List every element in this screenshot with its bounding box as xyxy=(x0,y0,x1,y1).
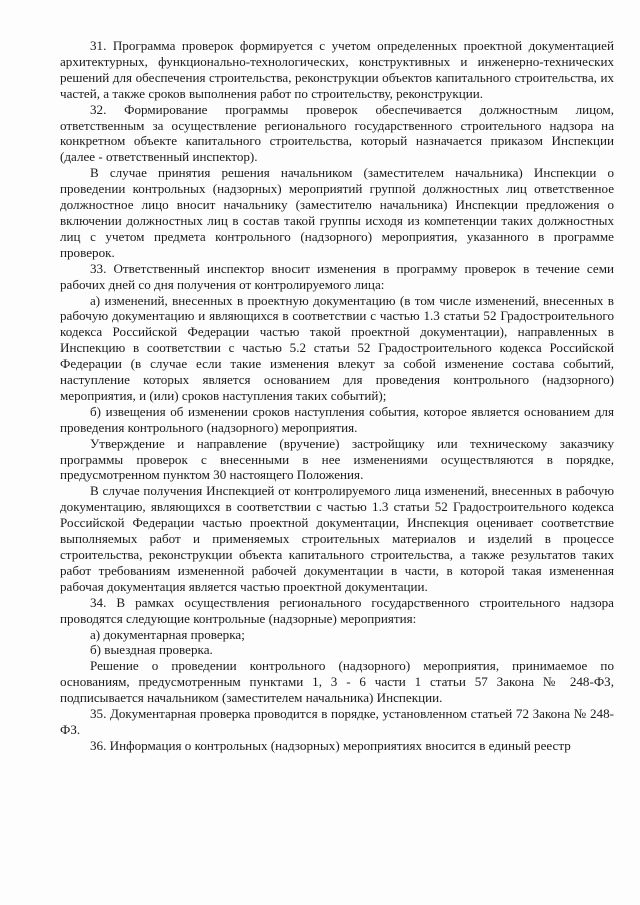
paragraph-33-working-docs: В случае получения Инспекцией от контролируемого лица изменений, внесенных в рабочую документацию, являющихся в соответствии с частью 1.3 статьи 52 Градостроительного кодекса Российской Федерации частью проектной документации, Инспекция оценивает соответствие выполняемых работ и применяемых строительных материалов и изделий в процессе строительства, реконструкции объекта капитального строительства, а также результатов таких работ требованиям измененной рабочей документации в части, в которой такая измененная рабочая документация является частью проектной документации. xyxy=(60,483,614,594)
paragraph-36: 36. Информация о контрольных (надзорных) мероприятиях вносится в единый реестр xyxy=(90,737,571,753)
paragraph-33: 33. Ответственный инспектор вносит изменения в программу проверок в течение семи рабочих дней со дня получения от контролируемого лица: xyxy=(60,260,614,292)
paragraph-32-group: В случае принятия решения начальником (заместителем начальника) Инспекции о проведении контрольных (надзорных) мероприятий группой должностных лиц ответственное должностное лицо вносит начальнику (заместителю начальника) Инспекции предложения о включении должностных лиц в состав такой группы исходя из компетенции таких должностных лиц с учетом предмета контрольного (надзорного) мероприятия, указанного в программе проверок. xyxy=(60,165,614,260)
paragraph-33-b: б) извещения об изменении сроков наступления события, которое является основанием для проведения контрольного (надзорного) мероприятия. xyxy=(60,403,614,435)
paragraph-32: 32. Формирование программы проверок обеспечивается должностным лицом, ответственным за осуществление регионального государственного строительного надзора на конкретном объекте капитального строительства, который назначается приказом Инспекции (далее - ответственный инспектор). xyxy=(60,101,614,165)
paragraph-34-a: а) документарная проверка; xyxy=(90,626,245,642)
paragraph-35: 35. Документарная проверка проводится в порядке, установленном статьей 72 Закона № 248-ФЗ. xyxy=(60,706,614,737)
paragraph-34: 34. В рамках осуществления регионального государственного строительного надзора проводятся следующие контрольные (надзорные) мероприятия: xyxy=(60,594,614,626)
paragraph-33-approval: Утверждение и направление (вручение) застройщику или техническому заказчику программы проверок с внесенными в нее изменениями осуществляются в порядке, предусмотренном пунктом 30 настоящего Положения. xyxy=(60,435,614,483)
paragraph-33-a: а) изменений, внесенных в проектную документацию (в том числе изменений, внесенных в рабочую документацию и являющихся в соответствии с частью 1.3 статьи 52 Градостроительного кодекса Российской Федерации частью такой проектной документации), направленных в Инспекцию в соответствии с частью 5.2 статьи 52 Градостроительного кодекса Российской Федерации (в случае если такие изменения влекут за собой изменение состава событий, наступление которых является основанием для проведения контрольного (надзорного) мероприятия, и (или) сроков наступления таких событий); xyxy=(60,292,614,403)
paragraph-34-decision: Решение о проведении контрольного (надзорного) мероприятия, принимаемое по основаниям, предусмотренным пунктами 1, 3 - 6 части 1 статьи 57 Закона № 248-ФЗ, подписывается начальником (заместителем начальника) Инспекции. xyxy=(60,658,614,706)
paragraph-34-b: б) выездная проверка. xyxy=(90,642,213,658)
paragraph-31: 31. Программа проверок формируется с учетом определенных проектной документацией архитектурных, функционально-технологических, конструктивных и инженерно-технических решений для обеспечения строительства, реконструкции объектов капитального строительства, их частей, а также сроков выполнения работ по строительству, реконструкции. xyxy=(60,38,614,101)
